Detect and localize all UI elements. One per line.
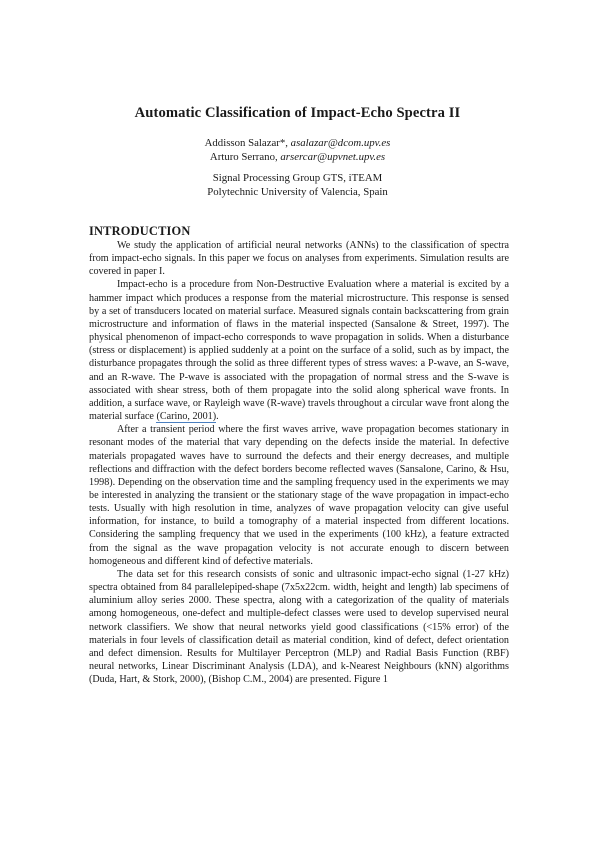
body-text (89, 239, 509, 686)
paper-title: Automatic Classification of Impact-Echo Spectra II (134, 105, 461, 121)
author-entry (0, 137, 595, 151)
section-heading: INTRODUCTION (89, 224, 191, 238)
paragraph: The data set for this research consists of sonic and ultrasonic impact-echo signal (1-27 kHz) spectra obtained from 84 parallelepiped-shape (7x5x22cm. width, height and length) lab specimens of aluminium alloy series 2000. These spectra, along with a categorization of the quality of materials among homogeneous, one-defect and multiple-defect classes were used to develop supervised neural network classifiers. We show that neural networks yield good classifications (<15% error) of the materials in four levels of classification detail as material condition, kind of defect, defect orientation and defect dimension. Results for Multilayer Perceptron (MLP) and Radial Basis Function (RBF) neural networks, Linear Discriminant Analysis (LDA), and k-Nearest Neighbours (kNN) algorithms (Duda, Hart, & Stork, 2000), (Bishop C.M., 2004) are presented. Figure 1 (89, 568, 509, 686)
author-name: Arturo Serrano, (209, 150, 281, 163)
affiliation-line: Polytechnic University of Valencia, Spain (207, 185, 388, 198)
paragraph-text: . (216, 411, 219, 423)
paragraph: We study the application of artificial neural networks (ANNs) to the classification of spectra from impact-echo signals. In this paper we focus on analyses from experiments. Simulation results are covered in paper I. (89, 240, 509, 278)
author-email[interactable]: arsercar@upvnet.upv.es (280, 150, 386, 163)
affiliation-line: Signal Processing Group GTS, iTEAM (212, 172, 383, 184)
affiliation (0, 172, 595, 199)
author-entry (0, 151, 595, 165)
author-name: Addisson Salazar*, (204, 137, 291, 149)
paragraph (89, 278, 509, 423)
author-email[interactable]: asalazar@dcom.upv.es (290, 137, 391, 149)
author-list (0, 137, 595, 164)
citation-link[interactable]: (Carino, 2001) (156, 411, 217, 423)
paragraph-text: Impact-echo is a procedure from Non-Destructive Evaluation where a material is excited by a hammer impact which produces a response from the material microstructure. This response is sensed by a set of transducers located on material surface. Measured signals contain backscattering from grain microstructure and information of flaws in the material inspected (Sansalone & Street, 1997). The physical phenomenon of impact-echo corresponds to wave propagation in solids. When a disturbance (stress or displacement) is applied suddenly at a point on the surface of a solid, such as by impact, the disturbance propagates through the solid as three different types of stress waves: a P-wave, an S-wave, and an R-wave. The P-wave is associated with the propagation of normal stress and the S-wave is associated with shear stress, both of them propagate into the solid along spherical wave fronts. In addition, a surface wave, or Rayleigh wave (R-wave) travels throughout a circular wave front along the material surface (89, 279, 509, 423)
paragraph: After a transient period where the first waves arrive, wave propagation becomes stationary in resonant modes of the material that vary depending on the defects inside the material. In defective materials propagated waves have to surround the defects and their energy decreases, and multiple reflections and diffraction with the defect borders become reflected waves (Sansalone, Carino, & Hsu, 1998). Depending on the observation time and the sampling frequency used in the experiments we may be interested in analyzing the transient or the stationary stage of the wave propagation in impact-echo tests. Usually with high resolution in time, analyzes of wave propagation velocity can give useful information, for instance, to build a tomography of a material inspected from different locations. Considering the sampling frequency that we used in the experiments (100 kHz), a feature extracted from the signal as the wave propagation velocity is not accurate enough to discern between homogeneous and different kind of defective materials. (89, 424, 509, 567)
